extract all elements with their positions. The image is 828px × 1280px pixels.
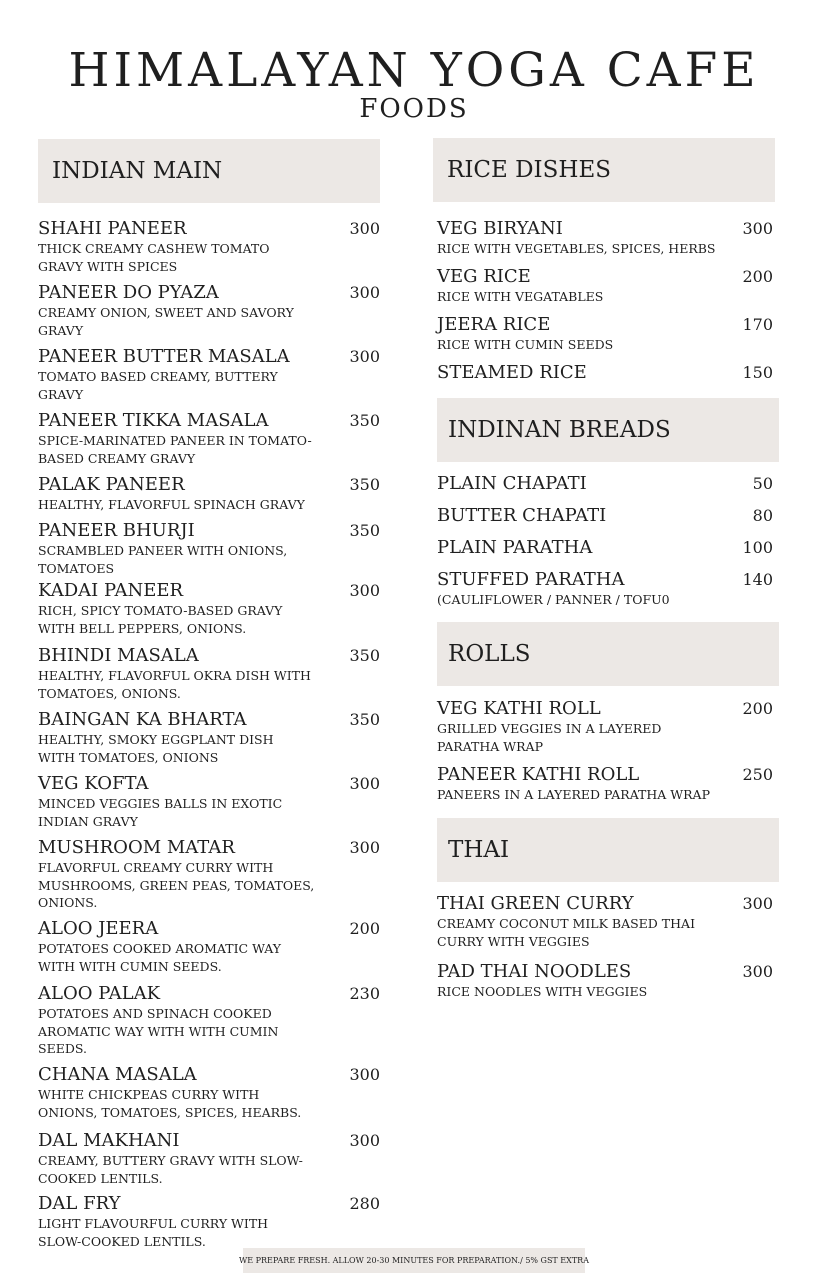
description-line: GRAVY (38, 386, 84, 402)
menu-item-name: KADAI PANEER (38, 580, 184, 601)
menu-item-description (437, 915, 695, 950)
menu-item-description (38, 496, 305, 514)
menu-item-description (38, 667, 311, 702)
menu-item-description (38, 1005, 278, 1058)
menu-item-name: VEG BIRYANI (437, 218, 563, 239)
menu-item-description (437, 786, 710, 804)
menu-item-description (38, 304, 294, 339)
description-line: HEALTHY, FLAVORFUL SPINACH GRAVY (38, 497, 305, 512)
description-line: RICE WITH CUMIN SEEDS (437, 337, 614, 352)
menu-item-name: ALOO PALAK (38, 983, 161, 1004)
description-line: WITH WITH CUMIN SEEDS. (38, 958, 222, 974)
description-line: SPICE-MARINATED PANEER IN TOMATO- (38, 433, 312, 448)
menu-item-name: STEAMED RICE (437, 362, 587, 383)
description-line: CREAMY, BUTTERY GRAVY WITH SLOW- (38, 1153, 303, 1168)
menu-item-price: 300 (349, 347, 380, 366)
section-title: INDIAN MAIN (52, 158, 223, 184)
description-line: AROMATIC WAY WITH WITH CUMIN (38, 1023, 279, 1039)
section-header-rolls (437, 622, 779, 686)
menu-item-price: 100 (742, 538, 773, 557)
description-line: RICH, SPICY TOMATO-BASED GRAVY (38, 603, 283, 618)
description-line: ONIONS, TOMATOES, SPICES, HEARBS. (38, 1104, 302, 1120)
menu-item-name: PANEER DO PYAZA (38, 282, 219, 303)
menu-item-price: 300 (349, 219, 380, 238)
menu-item-price: 200 (742, 267, 773, 286)
menu-item-price: 170 (742, 315, 773, 334)
description-line: POTATOES COOKED AROMATIC WAY (38, 941, 282, 956)
description-line: GRAVY WITH SPICES (38, 258, 178, 274)
menu-item-description (437, 240, 715, 258)
menu-item-description (38, 859, 314, 912)
menu-item-description (437, 591, 670, 609)
menu-item-name: BHINDI MASALA (38, 645, 199, 666)
menu-item-description (38, 1215, 268, 1250)
description-line: MINCED VEGGIES BALLS IN EXOTIC (38, 796, 283, 811)
menu-item-price: 230 (349, 984, 380, 1003)
menu-item-name: MUSHROOM MATAR (38, 837, 235, 858)
menu-item-price: 250 (742, 765, 773, 784)
menu-item-name: ALOO JEERA (38, 918, 159, 939)
menu-item-name: PLAIN PARATHA (437, 537, 593, 558)
description-line: CREAMY COCONUT MILK BASED THAI (437, 916, 696, 931)
section-header-rice-dishes (433, 138, 775, 202)
menu-item-name: PANEER TIKKA MASALA (38, 410, 269, 431)
menu-item-description (38, 795, 282, 830)
menu-item-price: 300 (742, 219, 773, 238)
description-line: PANEERS IN A LAYERED PARATHA WRAP (437, 787, 710, 802)
menu-item-price: 300 (349, 283, 380, 302)
menu-item-price: 300 (349, 1131, 380, 1150)
menu-item-description (38, 240, 270, 275)
menu-item-description (38, 368, 278, 403)
description-line: COOKED LENTILS. (38, 1170, 163, 1186)
description-line: TOMATOES, ONIONS. (38, 685, 181, 701)
menu-item-name: VEG KOFTA (38, 773, 149, 794)
description-line: FLAVORFUL CREAMY CURRY WITH (38, 860, 274, 875)
menu-item-name: SHAHI PANEER (38, 218, 187, 239)
description-line: MUSHROOMS, GREEN PEAS, TOMATOES, (38, 877, 315, 893)
menu-item-description (437, 720, 661, 755)
description-line: CREAMY ONION, SWEET AND SAVORY (38, 305, 294, 320)
description-line: WHITE CHICKPEAS CURRY WITH (38, 1087, 260, 1102)
footer-note: WE PREPARE FRESH. ALLOW 20-30 MINUTES FOR PREPARATION./ 5% GST EXTRA (243, 1248, 585, 1273)
description-line: HEALTHY, SMOKY EGGPLANT DISH (38, 732, 274, 747)
menu-item-price: 300 (742, 894, 773, 913)
menu-item-price: 300 (349, 838, 380, 857)
description-line: SLOW-COOKED LENTILS. (38, 1233, 206, 1249)
menu-item-name: PAD THAI NOODLES (437, 961, 632, 982)
menu-item-name: PLAIN CHAPATI (437, 473, 587, 494)
menu-item-name: VEG KATHI ROLL (437, 698, 601, 719)
menu-item-description (38, 940, 281, 975)
menu-item-description (437, 983, 647, 1001)
menu-item-price: 280 (349, 1194, 380, 1213)
menu-item-name: THAI GREEN CURRY (437, 893, 634, 914)
menu-item-name: STUFFED PARATHA (437, 569, 625, 590)
menu-item-price: 300 (349, 774, 380, 793)
menu-item-description (437, 288, 603, 306)
menu-item-name: CHANA MASALA (38, 1064, 197, 1085)
menu-item-price: 300 (742, 962, 773, 981)
menu-item-price: 350 (349, 710, 380, 729)
menu-item-price: 350 (349, 521, 380, 540)
menu-item-price: 350 (349, 475, 380, 494)
description-line: POTATOES AND SPINACH COOKED (38, 1006, 272, 1021)
section-title: RICE DISHES (447, 157, 611, 183)
description-line: BASED CREAMY GRAVY (38, 450, 196, 466)
section-header-indian-main (38, 139, 380, 203)
menu-item-name: JEERA RICE (437, 314, 551, 335)
menu-item-price: 200 (349, 919, 380, 938)
description-line: CURRY WITH VEGGIES (437, 933, 590, 949)
menu-item-name: VEG RICE (437, 266, 531, 287)
description-line: LIGHT FLAVOURFUL CURRY WITH (38, 1216, 269, 1231)
menu-item-name: BUTTER CHAPATI (437, 505, 607, 526)
description-line: SEEDS. (38, 1041, 87, 1056)
description-line: INDIAN GRAVY (38, 813, 138, 829)
description-line: WITH BELL PEPPERS, ONIONS. (38, 620, 247, 636)
description-line: HEALTHY, FLAVORFUL OKRA DISH WITH (38, 668, 311, 683)
menu-item-price: 350 (349, 411, 380, 430)
description-line: TOMATO BASED CREAMY, BUTTERY (38, 369, 278, 384)
menu-item-name: DAL FRY (38, 1193, 121, 1214)
menu-item-name: PANEER BHURJI (38, 520, 195, 541)
menu-item-name: BAINGAN KA BHARTA (38, 709, 247, 730)
menu-item-description (38, 432, 312, 467)
menu-item-name: PANEER BUTTER MASALA (38, 346, 290, 367)
section-header-breads (437, 398, 779, 462)
description-line: PARATHA WRAP (437, 738, 543, 754)
section-title: THAI (448, 837, 510, 863)
section-header-thai (437, 818, 779, 882)
description-line: RICE WITH VEGATABLES (437, 289, 604, 304)
menu-item-price: 150 (742, 363, 773, 382)
description-line: RICE NOODLES WITH VEGGIES (437, 984, 648, 999)
description-line: TOMATOES (38, 560, 115, 576)
section-title: INDINAN BREADS (448, 417, 671, 443)
menu-title: HIMALAYAN YOGA CAFE (68, 43, 760, 98)
menu-item-description (38, 602, 282, 637)
menu-item-price: 300 (349, 1065, 380, 1084)
menu-item-description (437, 336, 613, 354)
description-line: GRILLED VEGGIES IN A LAYERED (437, 721, 662, 736)
menu-item-description (38, 1086, 301, 1121)
description-line: SCRAMBLED PANEER WITH ONIONS, (38, 543, 288, 558)
menu-item-name: DAL MAKHANI (38, 1130, 180, 1151)
menu-item-description (38, 1152, 303, 1187)
menu-item-price: 300 (349, 581, 380, 600)
menu-item-description (38, 542, 287, 577)
menu-item-name: PALAK PANEER (38, 474, 185, 495)
description-line: (CAULIFLOWER / PANNER / TOFU0 (437, 592, 670, 607)
menu-item-name: PANEER KATHI ROLL (437, 764, 640, 785)
menu-item-description (38, 731, 274, 766)
menu-item-price: 350 (349, 646, 380, 665)
menu-item-price: 200 (742, 699, 773, 718)
menu-item-price: 50 (752, 474, 773, 493)
description-line: RICE WITH VEGETABLES, SPICES, HERBS (437, 241, 716, 256)
description-line: THICK CREAMY CASHEW TOMATO (38, 241, 270, 256)
menu-item-price: 80 (752, 506, 773, 525)
section-title: ROLLS (448, 641, 531, 667)
description-line: ONIONS. (38, 895, 98, 910)
menu-item-price: 140 (742, 570, 773, 589)
menu-subtitle: FOODS (359, 94, 469, 124)
description-line: GRAVY (38, 322, 84, 338)
description-line: WITH TOMATOES, ONIONS (38, 749, 219, 765)
